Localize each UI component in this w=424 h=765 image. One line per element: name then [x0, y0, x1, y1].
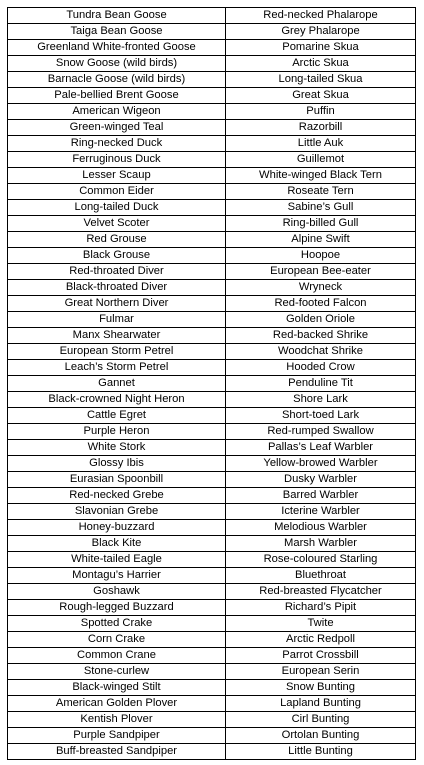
table-row [8, 88, 416, 104]
species-cell-left: Corn Crake [8, 632, 226, 648]
table-row [8, 520, 416, 536]
species-cell-left: Kentish Plover [8, 712, 226, 728]
table-row [8, 360, 416, 376]
table-row [8, 616, 416, 632]
species-cell-left: Taiga Bean Goose [8, 24, 226, 40]
table-row [8, 168, 416, 184]
species-cell-right: Red-necked Phalarope [226, 8, 416, 24]
species-cell-left: Stone-curlew [8, 664, 226, 680]
species-cell-left: Greenland White-fronted Goose [8, 40, 226, 56]
species-cell-left: Gannet [8, 376, 226, 392]
species-cell-right: Pallas’s Leaf Warbler [226, 440, 416, 456]
table-row [8, 56, 416, 72]
species-cell-right: Roseate Tern [226, 184, 416, 200]
species-cell-left: Barnacle Goose (wild birds) [8, 72, 226, 88]
table-row [8, 504, 416, 520]
species-cell-right: Lapland Bunting [226, 696, 416, 712]
species-cell-right: Short-toed Lark [226, 408, 416, 424]
species-cell-left: Lesser Scaup [8, 168, 226, 184]
species-cell-right: Twite [226, 616, 416, 632]
table-row [8, 40, 416, 56]
table-row [8, 584, 416, 600]
table-row [8, 472, 416, 488]
species-cell-left: Great Northern Diver [8, 296, 226, 312]
species-cell-right: Pomarine Skua [226, 40, 416, 56]
species-cell-left: Snow Goose (wild birds) [8, 56, 226, 72]
table-row [8, 280, 416, 296]
species-cell-left: Purple Heron [8, 424, 226, 440]
species-cell-right: European Serin [226, 664, 416, 680]
species-cell-right: White-winged Black Tern [226, 168, 416, 184]
species-cell-left: White-tailed Eagle [8, 552, 226, 568]
table-row [8, 600, 416, 616]
species-cell-right: Great Skua [226, 88, 416, 104]
species-cell-left: American Golden Plover [8, 696, 226, 712]
bird-species-table [7, 7, 416, 760]
species-cell-left: Purple Sandpiper [8, 728, 226, 744]
species-cell-left: Black-throated Diver [8, 280, 226, 296]
table-row [8, 456, 416, 472]
species-cell-right: Bluethroat [226, 568, 416, 584]
species-cell-right: Alpine Swift [226, 232, 416, 248]
table-row [8, 328, 416, 344]
species-cell-right: Hooded Crow [226, 360, 416, 376]
species-cell-right: Barred Warbler [226, 488, 416, 504]
species-cell-left: Manx Shearwater [8, 328, 226, 344]
species-cell-left: Common Crane [8, 648, 226, 664]
species-cell-left: Eurasian Spoonbill [8, 472, 226, 488]
species-cell-right: Dusky Warbler [226, 472, 416, 488]
table-row [8, 728, 416, 744]
table-row [8, 8, 416, 24]
table-row [8, 232, 416, 248]
species-cell-left: Leach’s Storm Petrel [8, 360, 226, 376]
species-cell-right: Ortolan Bunting [226, 728, 416, 744]
species-cell-left: Tundra Bean Goose [8, 8, 226, 24]
species-cell-right: Shore Lark [226, 392, 416, 408]
species-cell-right: European Bee-eater [226, 264, 416, 280]
species-cell-left: Green-winged Teal [8, 120, 226, 136]
species-cell-right: Little Bunting [226, 744, 416, 760]
table-row [8, 440, 416, 456]
table-row [8, 136, 416, 152]
table-row [8, 648, 416, 664]
table-row [8, 696, 416, 712]
species-cell-left: Ferruginous Duck [8, 152, 226, 168]
species-cell-right: Marsh Warbler [226, 536, 416, 552]
species-cell-right: Cirl Bunting [226, 712, 416, 728]
species-cell-right: Razorbill [226, 120, 416, 136]
table-row [8, 264, 416, 280]
species-cell-right: Guillemot [226, 152, 416, 168]
species-cell-right: Hoopoe [226, 248, 416, 264]
species-cell-right: Red-backed Shrike [226, 328, 416, 344]
species-cell-left: Rough-legged Buzzard [8, 600, 226, 616]
species-cell-right: Little Auk [226, 136, 416, 152]
species-cell-left: Black Kite [8, 536, 226, 552]
table-row [8, 712, 416, 728]
species-cell-left: Black-winged Stilt [8, 680, 226, 696]
table-row [8, 200, 416, 216]
table-row [8, 664, 416, 680]
species-cell-left: Goshawk [8, 584, 226, 600]
species-cell-left: Montagu’s Harrier [8, 568, 226, 584]
species-cell-left: Slavonian Grebe [8, 504, 226, 520]
species-cell-right: Penduline Tit [226, 376, 416, 392]
table-row [8, 376, 416, 392]
species-cell-left: Red-throated Diver [8, 264, 226, 280]
species-cell-left: White Stork [8, 440, 226, 456]
table-row [8, 296, 416, 312]
species-cell-left: Red-necked Grebe [8, 488, 226, 504]
species-cell-right: Wryneck [226, 280, 416, 296]
table-row [8, 104, 416, 120]
species-cell-right: Melodious Warbler [226, 520, 416, 536]
species-cell-left: Black-crowned Night Heron [8, 392, 226, 408]
species-cell-left: Black Grouse [8, 248, 226, 264]
species-cell-left: Spotted Crake [8, 616, 226, 632]
species-cell-right: Yellow-browed Warbler [226, 456, 416, 472]
table-row [8, 344, 416, 360]
table-row [8, 312, 416, 328]
species-cell-right: Icterine Warbler [226, 504, 416, 520]
table-row [8, 744, 416, 760]
species-cell-left: Velvet Scoter [8, 216, 226, 232]
species-cell-left: American Wigeon [8, 104, 226, 120]
species-cell-right: Parrot Crossbill [226, 648, 416, 664]
species-cell-right: Red-breasted Flycatcher [226, 584, 416, 600]
table-body [8, 8, 416, 760]
species-cell-right: Grey Phalarope [226, 24, 416, 40]
table-row [8, 488, 416, 504]
species-cell-right: Snow Bunting [226, 680, 416, 696]
species-cell-right: Woodchat Shrike [226, 344, 416, 360]
species-cell-right: Red-rumped Swallow [226, 424, 416, 440]
species-cell-right: Red-footed Falcon [226, 296, 416, 312]
species-cell-left: Common Eider [8, 184, 226, 200]
species-cell-right: Arctic Skua [226, 56, 416, 72]
species-cell-right: Sabine’s Gull [226, 200, 416, 216]
species-cell-left: Ring-necked Duck [8, 136, 226, 152]
species-cell-right: Long-tailed Skua [226, 72, 416, 88]
table-row [8, 680, 416, 696]
species-cell-right: Richard’s Pipit [226, 600, 416, 616]
species-cell-left: Long-tailed Duck [8, 200, 226, 216]
species-cell-left: Honey-buzzard [8, 520, 226, 536]
table-row [8, 632, 416, 648]
species-cell-left: Red Grouse [8, 232, 226, 248]
table-row [8, 152, 416, 168]
species-cell-right: Arctic Redpoll [226, 632, 416, 648]
table-row [8, 248, 416, 264]
table-row [8, 408, 416, 424]
table-row [8, 72, 416, 88]
species-cell-left: Cattle Egret [8, 408, 226, 424]
species-cell-right: Ring-billed Gull [226, 216, 416, 232]
table-row [8, 120, 416, 136]
table-row [8, 392, 416, 408]
species-cell-right: Puffin [226, 104, 416, 120]
species-cell-right: Rose-coloured Starling [226, 552, 416, 568]
table-row [8, 536, 416, 552]
table-row [8, 184, 416, 200]
table-row [8, 216, 416, 232]
table-row [8, 568, 416, 584]
species-cell-left: Pale-bellied Brent Goose [8, 88, 226, 104]
species-cell-left: Glossy Ibis [8, 456, 226, 472]
species-cell-right: Golden Oriole [226, 312, 416, 328]
table-row [8, 24, 416, 40]
table-row [8, 552, 416, 568]
species-cell-left: Buff-breasted Sandpiper [8, 744, 226, 760]
table-row [8, 424, 416, 440]
species-cell-left: Fulmar [8, 312, 226, 328]
species-cell-left: European Storm Petrel [8, 344, 226, 360]
